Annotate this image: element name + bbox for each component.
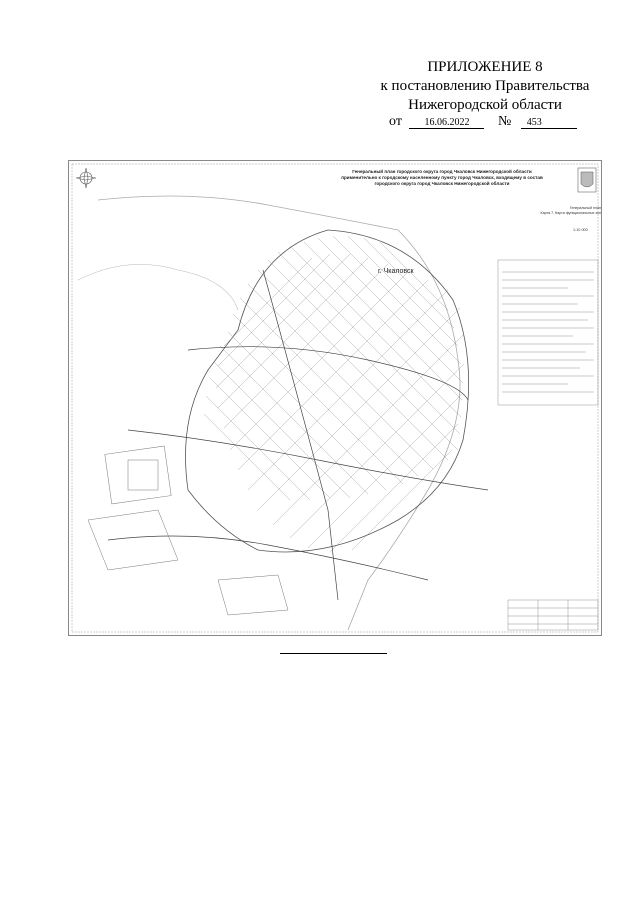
map-title-line: городского округа город Чкаловск Нижегородской области [374, 181, 510, 186]
master-plan-map [68, 160, 602, 636]
appendix-title: ПРИЛОЖЕНИЕ 8 [427, 59, 543, 75]
from-label: от [389, 114, 402, 129]
document-header [340, 58, 630, 115]
map-title [288, 169, 596, 187]
city-label: г. Чкаловск [378, 268, 414, 275]
resolution-date: 16.06.2022 [409, 117, 484, 129]
map-subtitle-line: Генеральный план [569, 206, 601, 210]
region-line: Нижегородской области [408, 97, 562, 113]
map-title-line: применительно к городскому населенному пункту город Чкаловск, входящему в состав [341, 175, 543, 180]
resolution-number: 453 [521, 117, 577, 129]
map-scale: 1:10 000 [573, 228, 588, 232]
resolution-line: к постановлению Правительства [380, 78, 590, 94]
map-sheet [68, 160, 602, 636]
map-subtitle [493, 206, 601, 216]
number-label: № [497, 114, 512, 129]
map-subtitle-line: Карта 7. Карта функциональных зон [540, 211, 601, 215]
map-title-line: Генеральный план городского округа город Чкаловск Нижегородской области [352, 169, 532, 174]
date-number-line [389, 114, 577, 130]
closing-rule [280, 653, 387, 654]
